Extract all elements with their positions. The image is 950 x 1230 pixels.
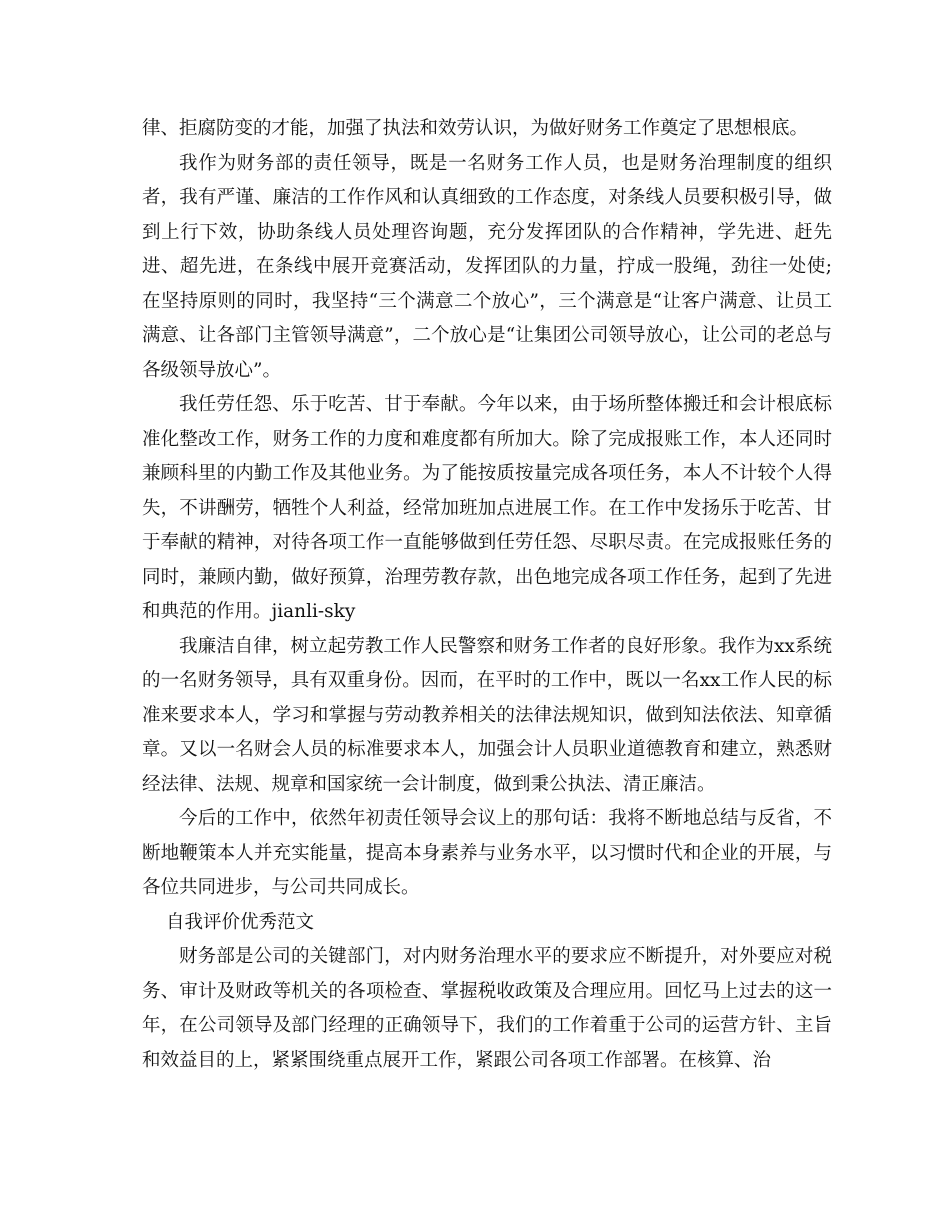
paragraph-integrity: 我廉洁自律，树立起劳教工作人民警察和财务工作者的良好形象。我作为xx系统的一名财务领导，具有双重身份。因而，在平时的工作中，既以一名xx工作人民的标准来要求本人，学习和掌握与劳动教养相关的法律法规知识，做到知法依法、知章循章。又以一名财会人员的标准要求本人，加强会计人员职业道德教育和建立，熟悉财经法律、法规、规章和国家统一会计制度，做到秉公执法、清正廉洁。: [142, 635, 832, 795]
document-body: [142, 112, 832, 1078]
paragraph-diligence: 我任劳任怨、乐于吃苦、甘于奉献。今年以来，由于场所整体搬迁和会计根底标准化整改工作，财务工作的力度和难度都有所加大。除了完成报账工作，本人还同时兼顾科里的内勤工作及其他业务。为了能按质按量完成各项任务，本人不计较个人得失，不讲酬劳，牺牲个人利益，经常加班加点进展工作。在工作中发扬乐于吃苦、甘于奉献的精神，对待各项工作一直能够做到任劳任怨、尽职尽责。在完成报账任务的同时，兼顾内勤，做好预算，治理劳教存款，出色地完成各项工作任务，起到了先进和典范的作用。jianli-sky: [142, 394, 832, 622]
paragraph-continuation: 律、拒腐防变的才能，加强了执法和效劳认识，为做好财务工作奠定了思想根底。: [142, 118, 809, 139]
paragraph-future-work: 今后的工作中，依然年初责任领导会议上的那句话：我将不断地总结与反省，不断地鞭策本人并充实能量，提高本身素养与业务水平，以习惯时代和企业的开展，与各位共同进步，与公司共同成长。: [142, 808, 832, 898]
paragraph-finance-department: 财务部是公司的关键部门，对内财务治理水平的要求应不断提升，对外要应对税务、审计及财政等机关的各项检查、掌握税收政策及合理应用。回忆马上过去的这一年，在公司领导及部门经理的正确领导下，我们的工作着重于公司的运营方针、主旨和效益目的上，紧紧围绕重点展开工作，紧跟公司各项工作部署。在核算、治: [142, 946, 832, 1071]
paragraph-responsibility: 我作为财务部的责任领导，既是一名财务工作人员，也是财务治理制度的组织者，我有严谨、廉洁的工作作风和认真细致的工作态度，对条线人员要积极引导，做到上行下效，协助条线人员处理咨询题，充分发挥团队的合作精神，学先进、赶先进、超先进，在条线中展开竞赛活动，发挥团队的力量，拧成一股绳，劲往一处使;在坚持原则的同时，我坚持“三个满意二个放心”，三个满意是“让客户满意、让员工满意、让各部门主管领导满意”，二个放心是“让集团公司领导放心，让公司的老总与各级领导放心”。: [142, 152, 832, 381]
section-heading: 自我评价优秀范文: [166, 911, 315, 933]
